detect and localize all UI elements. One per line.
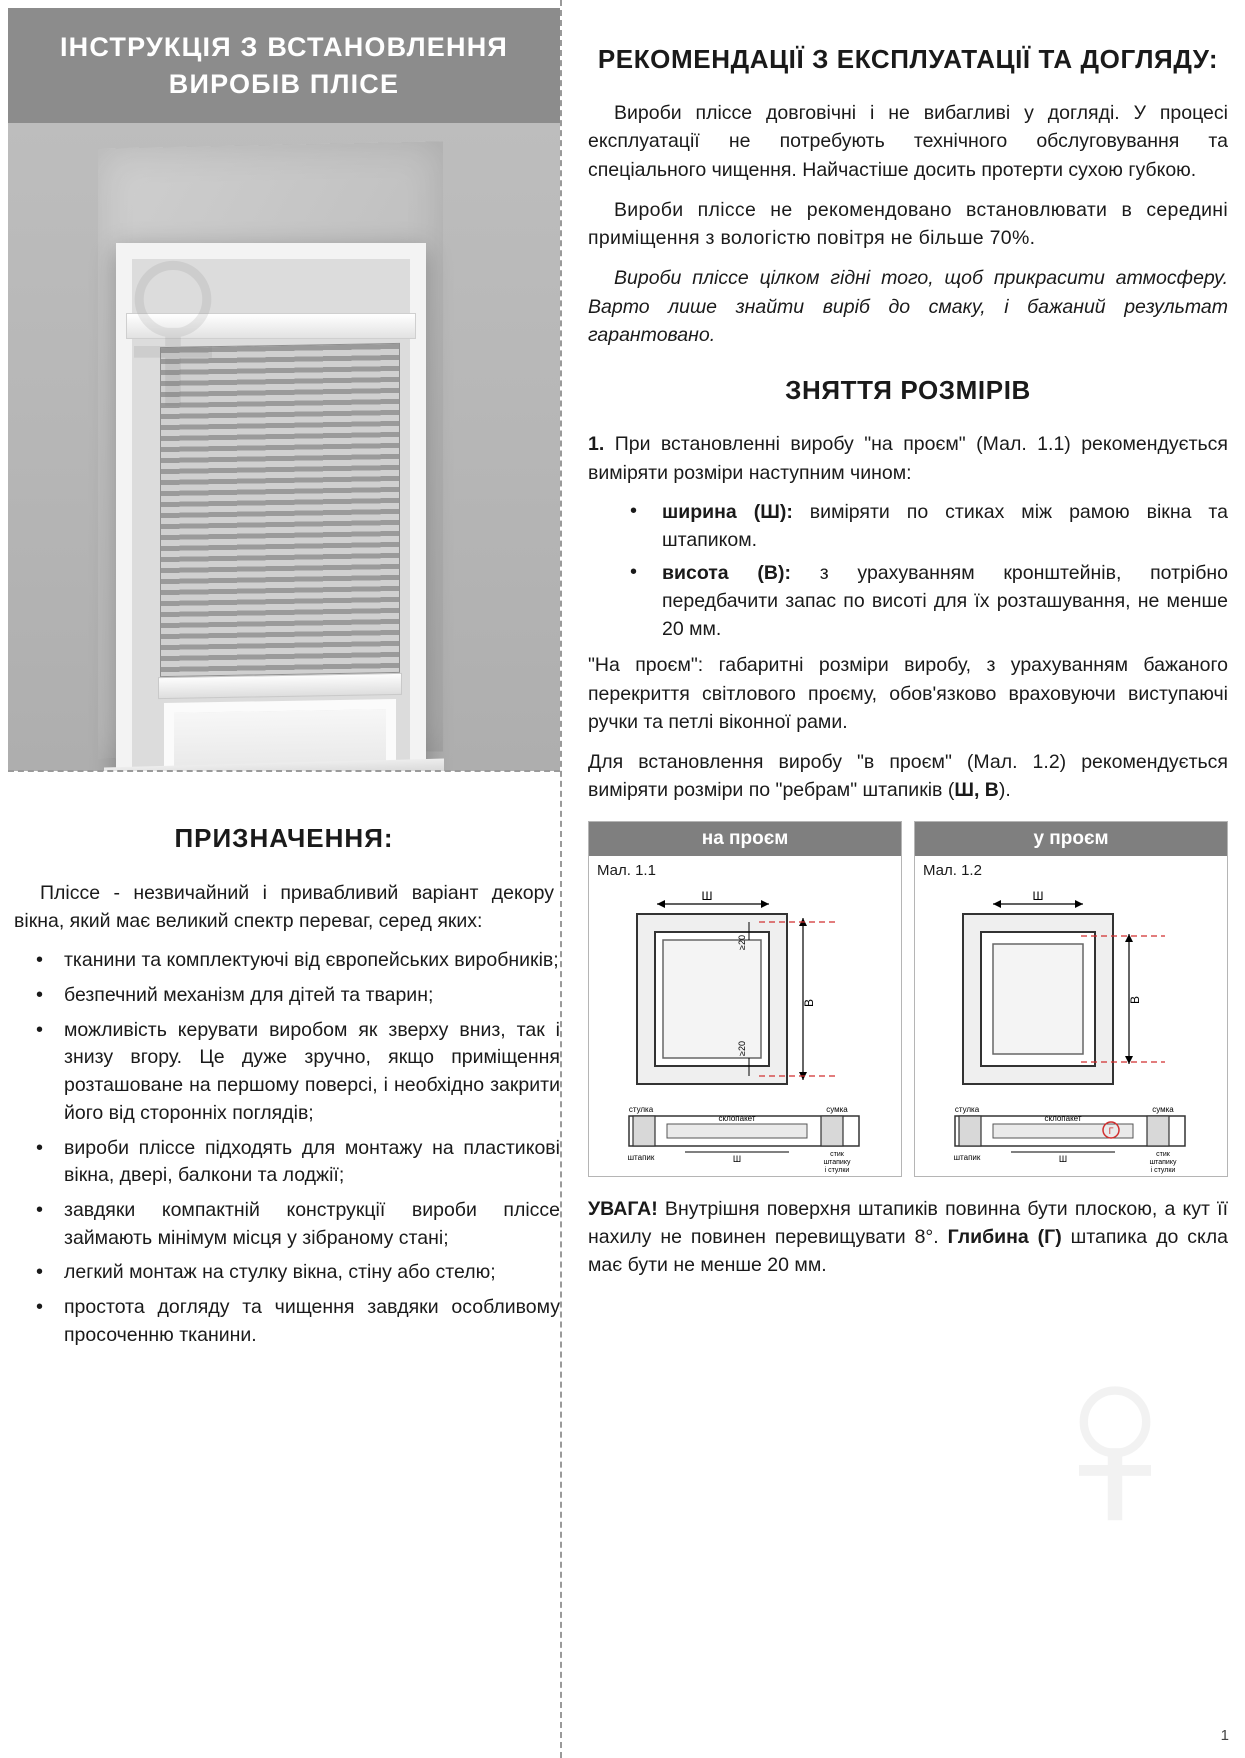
horizontal-divider (8, 770, 560, 772)
care-paragraph-1: Вироби пліссе довговічні і не вибагливі у догляді. У процесі експлуатації не потребують технічного обслуговування та спеціального чищення. Найчастіше досить протерти сухою губкою. (588, 102, 1228, 181)
list-item: • можливість керувати виробом як зверху вниз, так і знизу вгору. Це дуже зручно, якщо приміщення розташоване на першому поверсі, і необхідно закрити його від сторонніх поглядів; (8, 1017, 560, 1128)
care-paragraph-3: Вироби пліссе цілком гідні того, щоб прикрасити атмосферу. Варто лише знайти виріб до смаку, і бажаний результат гарантовано. (588, 267, 1228, 346)
figure-2-header: у проєм (915, 822, 1227, 856)
care-paragraph-2: Вироби пліссе не рекомендовано встановлювати в середині приміщення з вологістю повітря не більше 70%. (588, 198, 1228, 250)
list-item: • завдяки компактній конструкції вироби пліссе займають мінімум місця у зібраному стані; (8, 1197, 560, 1252)
warning-text: Внутрішня поверхня штапиків повинна бути плоскою, а кут її нахилу не повинен перевищувати 8°. (588, 1197, 1228, 1248)
svg-text:сумка: сумка (826, 1104, 848, 1114)
step-number: 1. (588, 433, 605, 456)
measurement-intro-text: При встановленні виробу "на проєм" (Мал. 1.1) рекомендується виміряти розміри наступним чином: (588, 433, 1228, 484)
list-item (588, 499, 1228, 554)
svg-text:≥20: ≥20 (737, 1040, 747, 1056)
svg-text:і стулки: і стулки (1150, 1166, 1176, 1174)
figure-2-caption: Мал. 1.2 (923, 861, 982, 879)
warning-label: УВАГА! (588, 1197, 658, 1220)
list-item: • безпечний механізм для дітей та тварин; (8, 982, 560, 1010)
measurement-paragraph-2: "На проєм": габаритні розміри виробу, з урахуванням бажаного перекриття світлового проєму, обов'язково враховуючи виступаючі ручки та петлі віконної рами. (588, 654, 1228, 733)
figure-2-drawing (915, 878, 1229, 1174)
list-item (588, 560, 1228, 643)
figure-2-body (915, 856, 1227, 1176)
svg-text:стулка: стулка (628, 1104, 654, 1114)
vertical-divider (560, 0, 562, 1758)
purpose-heading: ПРИЗНАЧЕННЯ: (174, 823, 394, 853)
svg-text:стулка: стулка (954, 1104, 980, 1114)
main-title-band (8, 8, 560, 123)
svg-text:склопакет: склопакет (718, 1113, 756, 1123)
svg-text:склопакет: склопакет (1044, 1113, 1082, 1123)
term-height: висота (В): (662, 562, 791, 585)
product-photo (8, 123, 560, 771)
svg-text:штапику: штапику (823, 1158, 851, 1166)
term-height-text: з урахуванням кронштейнів, потрібно передбачити запас по висоті для їх розташування, не менше 20 мм. (662, 562, 1228, 640)
svg-text:Ш: Ш (1058, 1153, 1068, 1164)
care-heading: РЕКОМЕНДАЦІЇ З ЕКСПЛУАТАЦІЇ ТА ДОГЛЯДУ: (597, 44, 1219, 74)
measurement-p3-a: Для встановлення виробу "в проєм" (Мал. 1.2) рекомендується виміряти розміри по "ребрам" штапиків ( (588, 751, 1228, 802)
purpose-list (8, 947, 560, 1349)
right-column (588, 18, 1228, 1279)
left-column (8, 8, 560, 1750)
measurement-heading: ЗНЯТТЯ РОЗМІРІВ (785, 375, 1031, 406)
list-item: • легкий монтаж на стулку вікна, стіну або стелю; (8, 1259, 560, 1287)
measurement-list (588, 499, 1228, 643)
measurement-p3-terms: Ш, В (954, 779, 999, 802)
svg-text:стик: стик (1156, 1150, 1170, 1158)
page-title: ІНСТРУКЦІЯ З ВСТАНОВЛЕННЯ ВИРОБІВ ПЛІСЕ (59, 32, 509, 99)
purpose-intro: Пліссе - незвичайний і привабливий варіант декору вікна, який має великий спектр переваг, серед яких: (14, 882, 554, 932)
svg-text:Ш: Ш (732, 1153, 742, 1164)
measurement-intro (588, 430, 1228, 487)
figure-u-proiem (914, 821, 1228, 1177)
list-item: • тканини та комплектуючі від європейських виробників; (8, 947, 560, 975)
figure-na-proiem (588, 821, 902, 1177)
figure-1-caption: Мал. 1.1 (597, 861, 656, 879)
measurement-p3-c: ). (998, 779, 1011, 802)
figure-1-body (589, 856, 901, 1176)
figures-block (588, 821, 1228, 1177)
watermark-icon (108, 253, 238, 413)
warning-paragraph (588, 1195, 1228, 1280)
list-item: • простота догляду та чищення завдяки особливому просоченню тканини. (8, 1294, 560, 1349)
term-width-text: виміряти по стиках між рамою вікна та штапиком. (662, 500, 1228, 551)
blind-bottom-rail (158, 673, 402, 699)
svg-text:сумка: сумка (1152, 1104, 1174, 1114)
svg-text:стик: стик (830, 1150, 844, 1158)
list-item: • вироби пліссе підходять для монтажу на пластикові вікна, двері, балкони та лоджії; (8, 1135, 560, 1190)
warning-term: Глибина (Г) (947, 1225, 1062, 1248)
svg-text:штапику: штапику (1149, 1158, 1177, 1166)
svg-text:Г: Г (1108, 1125, 1114, 1136)
svg-text:штапик: штапик (627, 1152, 655, 1162)
svg-text:В: В (802, 998, 816, 1007)
svg-text:Ш: Ш (701, 888, 713, 903)
warning-text-2: штапика до скла має бути не менше 20 мм. (588, 1225, 1228, 1277)
measurement-paragraph-3 (588, 748, 1228, 805)
term-width: ширина (Ш): (662, 500, 793, 523)
page-number: 1 (1220, 1727, 1229, 1744)
figure-1-drawing (589, 878, 903, 1174)
svg-text:Ш: Ш (1032, 888, 1044, 903)
svg-text:≥20: ≥20 (737, 934, 747, 950)
svg-text:штапик: штапик (953, 1152, 981, 1162)
figure-1-header: на проєм (589, 822, 901, 856)
svg-text:і стулки: і стулки (824, 1166, 850, 1174)
watermark-icon-2 (1055, 1378, 1175, 1528)
svg-text:В: В (1128, 995, 1142, 1004)
